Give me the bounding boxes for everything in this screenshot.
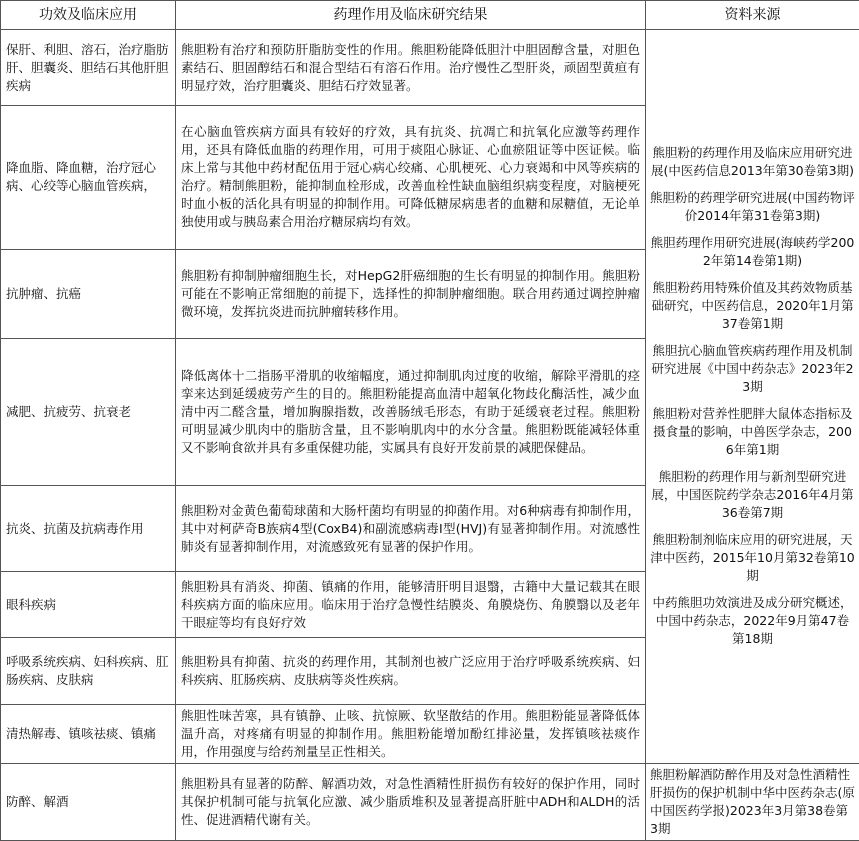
header-efficacy: 功效及临床应用 bbox=[1, 1, 176, 30]
result-cell: 在心脑血管疾病方面具有较好的疗效，具有抗炎、抗凋亡和抗氧化应激等药理作用，还具有降低血脂的药理作用，可用于痰阻心脉证、心血瘀阻证等中医证候。临床上常与其他中药材配伍用于冠心病心绞痛、心肌梗死、心力衰竭和中风等疾病的治疗。精制熊胆粉，能抑制血栓形成，改善血栓性缺血脑组织病变程度，对脑梗死时血小板的活化具有明显的抑制作用。可降低糖尿病患者的血糖和尿糖值，无论单独使用或与胰岛素合用治疗糖尿病均有效。 bbox=[176, 106, 646, 249]
source-cell-last: 熊胆粉解酒防醉作用及对急性酒精性肝损伤的保护机制中华中医药杂志(原中国医药学报)2023年3月第38卷第3期 bbox=[646, 763, 859, 840]
source-entry: 熊胆粉药用特殊价值及其药效物质基础研究，中医药信息，2020年1月第37卷第1期 bbox=[651, 280, 854, 332]
header-row bbox=[1, 1, 859, 30]
efficacy-cell: 呼吸系统疾病、妇科疾病、肛肠疾病、皮肤病 bbox=[1, 638, 176, 704]
source-entry: 熊胆粉对营养性肥胖大鼠体态指标及摄食量的影响，中兽医学杂志，2006年第1期 bbox=[652, 406, 853, 458]
result-cell: 熊胆粉有治疗和预防肝脂肪变性的作用。熊胆粉能降低胆汁中胆固醇含量，对胆色素结石、胆固醇结石和混合型结石有溶石作用。治疗慢性乙型肝炎，顽固型黄疸有明显疗效，治疗胆囊炎、胆结石疗效显著。 bbox=[176, 30, 646, 106]
result-cell: 熊胆粉具有消炎、抑菌、镇痛的作用，能够清肝明目退翳，古籍中大量记载其在眼科疾病方面的临床应用。临床用于治疗急慢性结膜炎、角膜烧伤、角膜翳以及老年干眼症等均有良好疗效 bbox=[176, 572, 646, 638]
header-results: 药理作用及临床研究结果 bbox=[176, 1, 646, 30]
efficacy-cell: 防醉、解酒 bbox=[1, 763, 176, 840]
efficacy-cell: 保肝、利胆、溶石，治疗脂肪肝、胆囊炎、胆结石其他肝胆疾病 bbox=[1, 30, 176, 106]
source-entry: 中药熊胆功效演进及成分研究概述，中国中药杂志，2022年9月第47卷第18期 bbox=[652, 595, 853, 647]
result-cell: 熊胆粉有抑制肿瘤细胞生长，对HepG2肝癌细胞的生长有明显的抑制作用。熊胆粉可能在不影响正常细胞的前提下，选择性的抑制肿瘤细胞。联合用药通过调控肿瘤微环境，发挥抗炎进而抗肿瘤转移作用。 bbox=[176, 249, 646, 338]
efficacy-cell: 眼科疾病 bbox=[1, 572, 176, 638]
efficacy-cell: 降血脂、降血糖，治疗冠心病、心绞等心脑血管疾病， bbox=[1, 106, 176, 249]
efficacy-cell: 抗肿瘤、抗癌 bbox=[1, 249, 176, 338]
result-cell: 熊胆粉具有抑菌、抗炎的药理作用，其制剂也被广泛应用于治疗呼吸系统疾病、妇科疾病、肛肠疾病、皮肤病等炎性疾病。 bbox=[176, 638, 646, 704]
source-entry: 熊胆药理作用研究进展(海峡药学2002年第14卷第1期) bbox=[650, 235, 855, 269]
efficacy-cell: 抗炎、抗菌及抗病毒作用 bbox=[1, 486, 176, 572]
source-entry: 熊胆抗心脑血管疾病药理作用及机制研究进展《中国中药杂志》2023年23期 bbox=[651, 343, 854, 395]
table-row bbox=[1, 763, 859, 840]
efficacy-cell: 清热解毒、镇咳祛痰、镇痛 bbox=[1, 704, 176, 763]
efficacy-cell: 减肥、抗疲劳、抗衰老 bbox=[1, 338, 176, 485]
result-cell: 熊胆粉对金黄色葡萄球菌和大肠杆菌均有明显的抑菌作用。对6种病毒有抑制作用，其中对柯萨奇B族病4型(CoxB4)和副流感病毒I型(HVJ)有显著抑制作用。对流感性肺炎有显著抑制作用，对流感致死有显著的保护作用。 bbox=[176, 486, 646, 572]
header-source: 资料来源 bbox=[646, 1, 859, 30]
source-entry: 熊胆粉制剂临床应用的研究进展，天津中医药，2015年10月第32卷第10期 bbox=[650, 532, 855, 584]
result-cell: 降低离体十二指肠平滑肌的收缩幅度，通过抑制肌肉过度的收缩，解除平滑肌的痉挛来达到延缓疲劳产生的目的。熊胆粉能提高血清中超氧化物歧化酶活性，减少血清中丙二醛含量，增加胸腺指数，改善肠绒毛形态，有助于延缓衰老过程。熊胆粉可明显减少肌肉中的脂肪含量，且不影响肌肉中的水分含量。熊胆粉既能减轻体重又不影响食欲并具有多重保健功能，实属具有良好开发前景的减肥保健品。 bbox=[176, 338, 646, 485]
table-row bbox=[1, 30, 859, 106]
source-entry: 熊胆粉的药理作用及临床应用研究进展(中医药信息2013年第30卷第3期) bbox=[651, 145, 854, 179]
source-cell bbox=[646, 30, 859, 764]
result-cell: 熊胆性味苦寒，具有镇静、止咳、抗惊厥、软坚散结的作用。熊胆粉能显著降低体温升高，对疼痛有明显的抑制作用。熊胆粉能增加酚红排泌量，发挥镇咳祛痰作用，作用强度与给药剂量呈正性相关。 bbox=[176, 704, 646, 763]
source-entry: 熊胆粉的药理学研究进展(中国药物评价2014年第31卷第3期) bbox=[650, 190, 855, 224]
source-entry: 熊胆粉的药理作用与新剂型研究进展，中国医院药学杂志2016年4月第36卷第7期 bbox=[651, 469, 854, 521]
result-cell: 熊胆粉具有显著的防醉、解酒功效，对急性酒精性肝损伤有较好的保护作用，同时其保护机制可能与抗氧化应激、减少脂质堆积及显著提高肝脏中ADH和ALDH的活性、促进酒精代谢有关。 bbox=[176, 763, 646, 840]
